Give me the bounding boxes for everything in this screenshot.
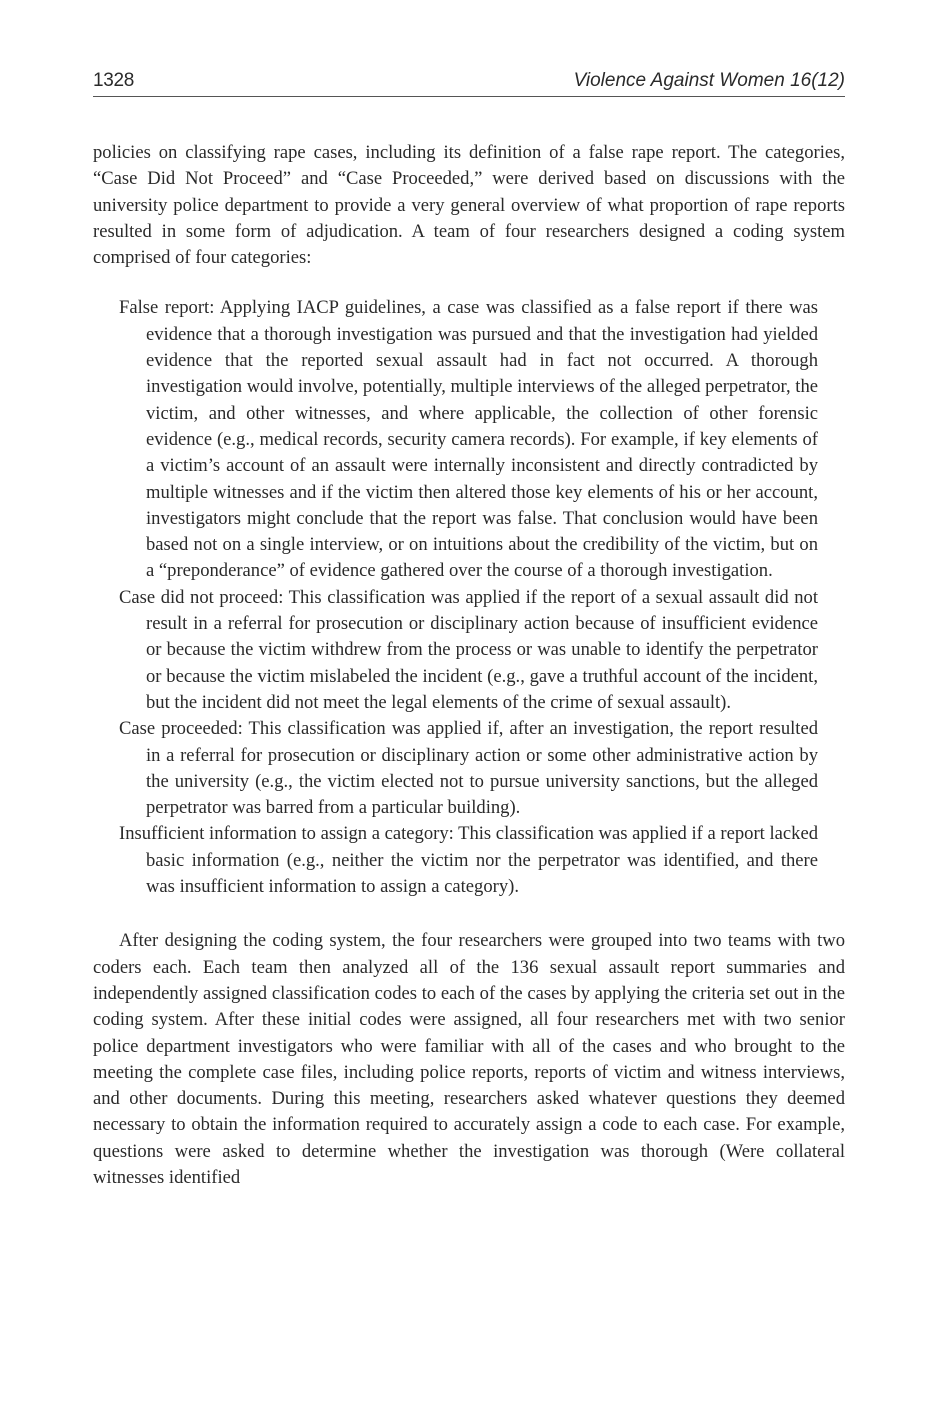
category-case-did-not-proceed: Case did not proceed: This classification was applied if the report of a sexual assault did not result in a referral for prosecution or disciplinary action because of insufficient evidence or because the victim withdrew from the process or was unable to identify the perpetrator or because the victim mislabeled the incident (e.g., gave a truthful account of the incident, but the incident did not meet the legal elements of the crime of sexual assault). — [119, 586, 818, 713]
intro-paragraph: policies on classifying rape cases, including its definition of a false rape report. The categories, “Case Did Not Proceed” and “Case Proceeded,” were derived based on discussions with the university police department to provide a very general overview of what proportion of rape reports resulted in some form of adjudication. A team of four researchers designed a coding system comprised of four categories: — [93, 142, 845, 269]
category-false-report: False report: Applying IACP guidelines, a case was classified as a false report if there was evidence that a thorough investigation was pursued and that the investigation had yielded evidence that the reported sexual assault had in fact not occurred. A thorough investigation would involve, potentially, multiple interviews of the alleged perpetrator, the victim, and other witnesses, and where applicable, the collection of other forensic evidence (e.g., medical records, security camera records). For example, if key elements of a victim’s account of an assault were internally inconsistent and directly contradicted by multiple witnesses and if the victim then altered those key elements of his or her account, investigators might conclude that the report was false. That conclusion would have been based not on a single interview, or on intuitions about the credibility of the victim, but on a “preponderance” of evidence gathered over the course of a thorough investigation. — [119, 297, 818, 582]
category-case-proceeded: Case proceeded: This classification was applied if, after an investigation, the report resulted in a referral for prosecution or disciplinary action or some other administrative action by the university (e.g., the victim elected not to pursue university sanctions, but the alleged perpetrator was barred from a particular building). — [119, 718, 818, 819]
running-header — [93, 70, 845, 97]
journal-running-head: Violence Against Women 16(12) — [573, 70, 845, 91]
category-definitions — [119, 295, 818, 900]
article-body — [93, 140, 845, 1191]
closing-paragraph: After designing the coding system, the four researchers were grouped into two teams with two coders each. Each team then analyzed all of the 136 sexual assault report summaries and independently assigned classification codes to each of the cases by applying the criteria set out in the coding system. After these initial codes were assigned, all four researchers met with two senior police department investigators who were familiar with all of the cases and who brought to the meeting the complete case files, including police reports, reports of victim and witness interviews, and other documents. During this meeting, researchers asked whatever questions they deemed necessary to obtain the information required to accurately assign a code to each case. For example, questions were asked to determine whether the investigation was thorough (Were collateral witnesses identified — [93, 930, 845, 1188]
page-number: 1328 — [93, 70, 135, 91]
category-insufficient-information: Insufficient information to assign a category: This classification was applied if a report lacked basic information (e.g., neither the victim nor the perpetrator was identified, and there was insufficient information to assign a category). — [119, 823, 818, 898]
